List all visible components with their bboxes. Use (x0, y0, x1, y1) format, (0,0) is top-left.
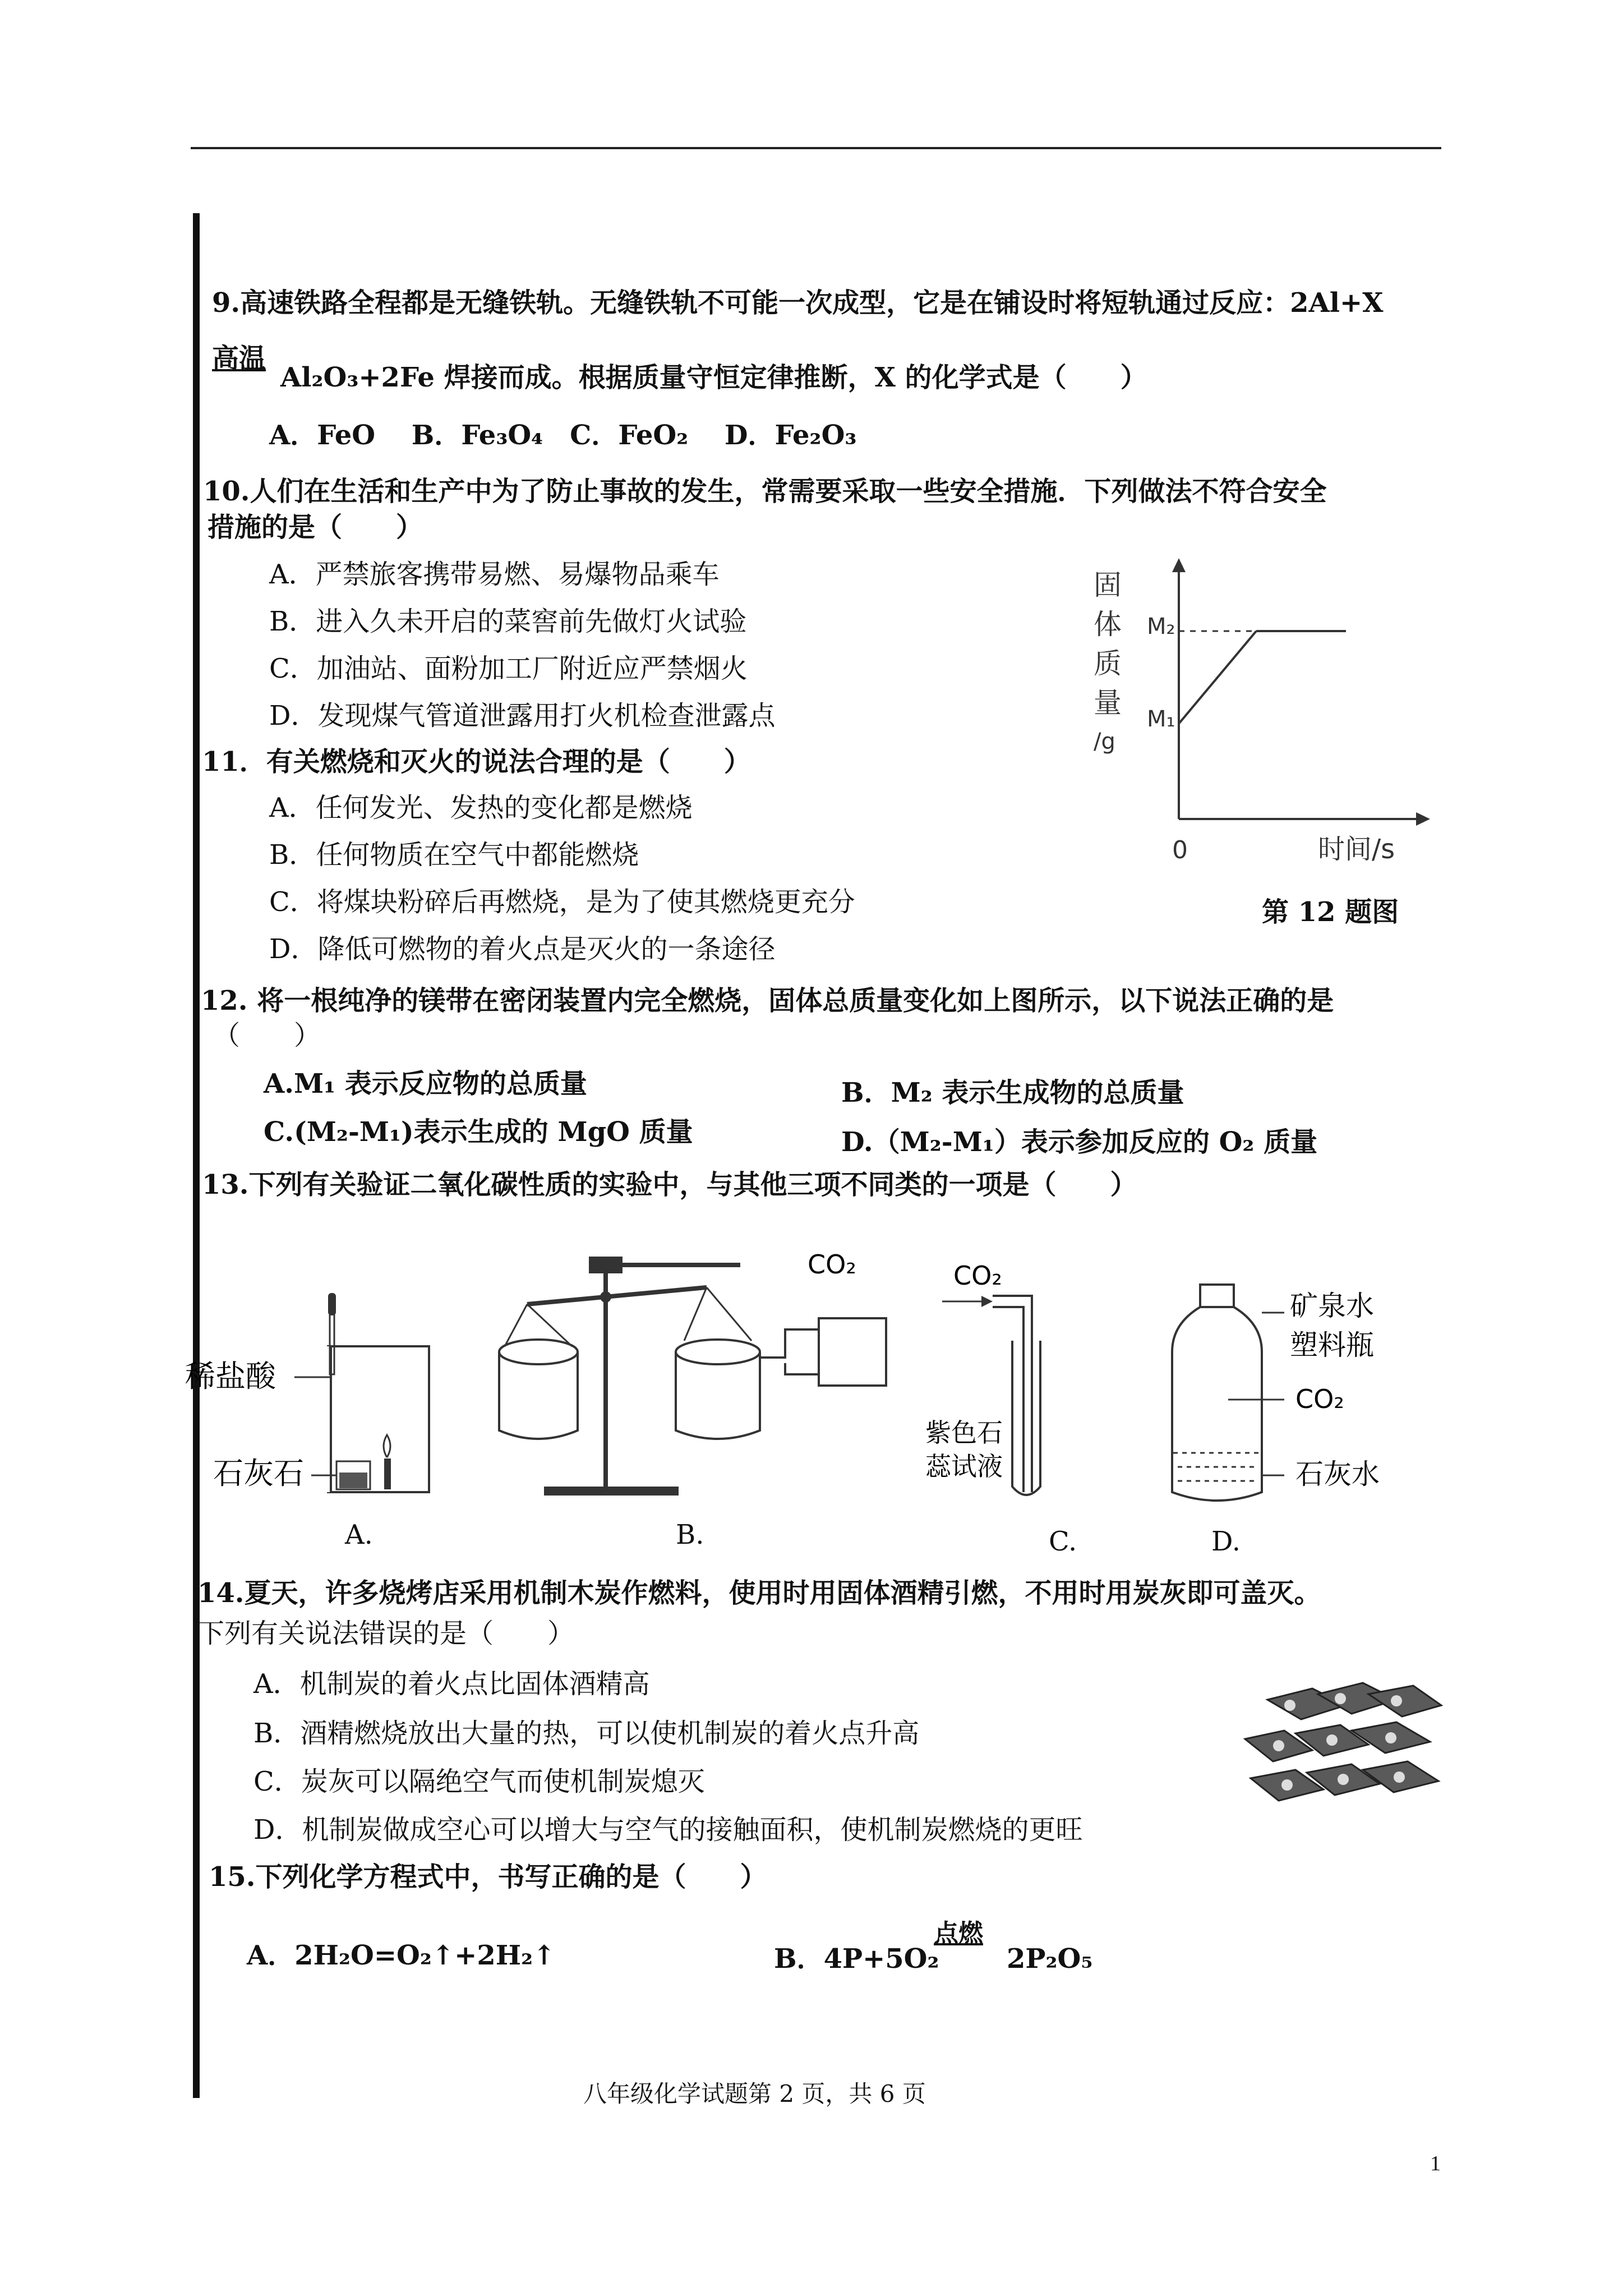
top-rule (191, 147, 1441, 149)
q14-option-c: C．炭灰可以隔绝空气而使机制炭熄灭 (253, 1766, 705, 1797)
q10-option-b: B．进入久未开启的菜窖前先做灯火试验 (269, 606, 747, 637)
q10-option-a: A．严禁旅客携带易燃、易爆物品乘车 (269, 559, 720, 590)
q13-label-hcl: 稀盐酸 (185, 1359, 276, 1394)
graph-xlabel: 时间/s (1318, 834, 1395, 865)
q11-line1: 11．有关燃烧和灭火的说法合理的是（ ） (202, 746, 751, 777)
q12-option-c: C.(M₂-M₁)表示生成的 MgO 质量 (264, 1116, 693, 1148)
q9-line2: Al₂O₃+2Fe 焊接而成。根据质量守恒定律推断，X 的化学式是（ ） (280, 362, 1147, 393)
q13-line1: 13.下列有关验证二氧化碳性质的实验中，与其他三项不同类的一项是（ ） (202, 1169, 1137, 1200)
q13-label-litmus-2: 蕊试液 (925, 1451, 1003, 1481)
q15-line1: 15.下列化学方程式中，书写正确的是（ ） (209, 1861, 767, 1893)
q13-label-litmus-1: 紫色石 (925, 1418, 1003, 1448)
q13-label-co2-d: CO₂ (1295, 1384, 1344, 1414)
q13-option-a-label: A. (345, 1519, 373, 1550)
q15-option-a: A．2H₂O=O₂↑+2H₂↑ (247, 1940, 556, 1971)
q11-option-d: D．降低可燃物的着火点是灭火的一条途径 (269, 933, 776, 965)
q12-line1: 12. 将一根纯净的镁带在密闭装置内完全燃烧，固体总质量变化如上图所示，以下说法正确的是 (201, 985, 1334, 1016)
left-margin-bar (193, 213, 200, 2098)
q14-line1: 14.夏天，许多烧烤店采用机制木炭作燃料，使用时用固体酒精引燃，不用时用炭灰即可盖灭。 (197, 1577, 1321, 1609)
q14-option-d: D．机制炭做成空心可以增大与空气的接触面积，使机制炭燃烧的更旺 (253, 1814, 1083, 1846)
q13-label-bottle-1: 矿泉水 (1290, 1290, 1374, 1322)
q14-option-b: B．酒精燃烧放出大量的热，可以使机制炭的着火点升高 (253, 1718, 920, 1749)
q15-option-b-condition: 点燃 (934, 1919, 983, 1948)
q13-label-co2-b: CO₂ (808, 1249, 856, 1280)
q11-option-b: B．任何物质在空气中都能燃烧 (269, 839, 639, 871)
q13-label-limestone: 石灰石 (213, 1456, 304, 1491)
graph-ylabel-1: 固 (1094, 569, 1122, 601)
q14-option-a: A．机制炭的着火点比固体酒精高 (253, 1668, 650, 1700)
q15-option-b-left: B．4P+5O₂ (774, 1943, 939, 1975)
page-footer: 八年级化学试题第 2 页，共 6 页 (583, 2080, 926, 2108)
q12-graph-caption: 第 12 题图 (1262, 896, 1399, 928)
graph-m1: M₁ (1147, 706, 1175, 732)
q13-apparatus-d (1166, 1273, 1424, 1520)
q13-apparatus-c (920, 1257, 1105, 1515)
graph-unit: /g (1094, 729, 1115, 754)
q9-condition: 高温 (212, 343, 266, 374)
q15-option-b-right: 2P₂O₅ (1007, 1943, 1093, 1975)
page-number: 1 (1430, 2152, 1441, 2175)
graph-ylabel-2: 体 (1094, 608, 1122, 641)
q13-option-c-label: C. (1049, 1526, 1077, 1557)
graph-m2: M₂ (1147, 614, 1175, 639)
q10-line1: 10.人们在生活和生产中为了防止事故的发生，常需要采取一些安全措施．下列做法不符合安全 (203, 476, 1327, 507)
q13-option-d-label: D. (1211, 1526, 1241, 1557)
q10-line2: 措施的是（ ） (208, 512, 423, 543)
graph-ylabel-4: 量 (1094, 687, 1122, 719)
q12-option-a: A.M₁ 表示反应物的总质量 (264, 1068, 587, 1099)
q11-option-a: A．任何发光、发热的变化都是燃烧 (269, 792, 693, 823)
q12-line2: （ ） (213, 1020, 321, 1051)
q12-graph (1082, 555, 1441, 920)
q11-option-c: C．将煤块粉碎后再燃烧，是为了使其燃烧更充分 (269, 886, 855, 918)
q10-option-d: D．发现煤气管道泄露用打火机检查泄露点 (269, 700, 776, 731)
charcoal-briquettes-image (1234, 1677, 1447, 1818)
q10-option-c: C．加油站、面粉加工厂附近应严禁烟火 (269, 653, 748, 684)
graph-origin: 0 (1172, 836, 1188, 864)
q12-option-d: D.（M₂-M₁）表示参加反应的 O₂ 质量 (841, 1126, 1318, 1158)
q9-line1: 9.高速铁路全程都是无缝铁轨。无缝铁轨不可能一次成型，它是在铺设时将短轨通过反应：2Al+X (212, 287, 1384, 319)
q13-label-co2-c: CO₂ (953, 1260, 1002, 1291)
q13-apparatus-b (494, 1217, 897, 1515)
q14-line2: 下列有关说法错误的是（ ） (197, 1618, 575, 1649)
q9-options: A．FeO B．Fe₃O₄ C．FeO₂ D．Fe₂O₃ (269, 420, 857, 451)
q13-apparatus-a (185, 1279, 449, 1515)
q13-label-bottle-2: 塑料瓶 (1290, 1329, 1374, 1361)
q13-label-limewater: 石灰水 (1295, 1458, 1380, 1490)
q13-option-b-label: B. (676, 1519, 704, 1550)
q12-option-b: B．M₂ 表示生成物的总质量 (841, 1077, 1184, 1108)
graph-ylabel-3: 质 (1094, 647, 1122, 680)
